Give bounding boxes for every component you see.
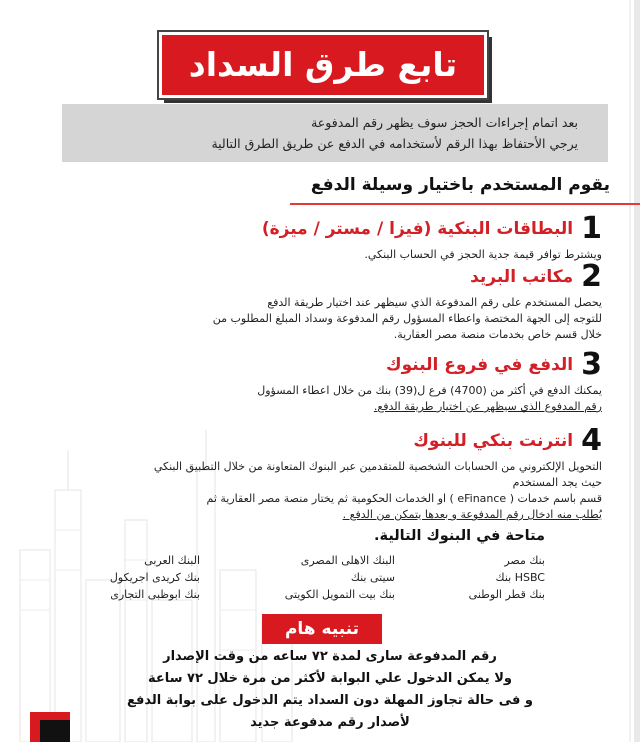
section-number: 4 [581, 423, 602, 458]
corner-decoration-dark [40, 720, 70, 742]
important-notice-badge: تنبيه هام [262, 614, 382, 644]
bank-name: HSBC بنك [495, 571, 545, 584]
banks-column [50, 552, 200, 603]
payment-method-internet-banking [32, 423, 602, 523]
bank-name: البنك العربى [144, 554, 200, 567]
bank-name: بنك قطر الوطنى [468, 588, 545, 601]
section-text: يُطلب منه ادخال رقم المدفوعة و بعدها يتمكن من الدفع . [342, 508, 602, 521]
section-title: مكاتب البريد [470, 267, 574, 287]
intro-line: يرجي الأحتفاظ بهذا الرقم لأستخدامه في الدفع عن طريق الطرق التالية [211, 136, 578, 151]
payment-method-cards [42, 211, 602, 263]
bank-name: بنك ابوظبى التجارى [110, 588, 200, 601]
section-number: 3 [581, 347, 602, 382]
banks-column [395, 552, 545, 603]
section-text: حيث يجد المستخدم [512, 476, 602, 489]
section-title: انترنت بنكي للبنوك [413, 431, 574, 451]
side-stripe [634, 0, 640, 742]
section-text: ويشترط توافر قيمة جدية الحجز في الحساب البنكي. [364, 248, 602, 261]
notice-line: لأصدار رقم مدفوعة جديد [250, 715, 410, 730]
section-text: يحصل المستخدم على رقم المدفوعة الذي سيظهر عند اختيار طريقة الدفع [267, 296, 602, 309]
section-text: رقم المدفوع الذي سيظهر عن اختيار طريقة الدفع. [373, 400, 602, 413]
payment-method-post-offices [42, 259, 602, 343]
section-text: للتوجه إلى الجهة المختصة واعطاء المسؤول رقم المدفوعة وسداد المبلغ المطلوب من [212, 312, 602, 325]
page-title: تابع طرق السداد [159, 32, 487, 98]
bank-name: سيتى بنك [350, 571, 395, 584]
side-stripe-thin [629, 0, 631, 742]
important-notice-text [100, 646, 560, 734]
bank-name: البنك الاهلى المصرى [300, 554, 395, 567]
notice-line: ولا يمكن الدخول علي البوابة لأكثر من مرة خلال ٧٢ ساعة [148, 671, 512, 686]
notice-line: و فى حالة تجاوز المهلة دون السداد يتم الدخول على بوابة الدفع [127, 693, 533, 708]
banks-column [245, 552, 395, 603]
section-title: الدفع في فروع البنوك [386, 355, 574, 375]
intro-line: بعد اتمام إجراءات الحجز سوف يظهر رقم المدفوعة [311, 115, 578, 130]
intro-note [62, 104, 608, 162]
section-text: يمكنك الدفع في أكثر من (4700) فرع ل(39) بنك من خلال اعطاء المسؤول [257, 384, 602, 397]
bank-name: بنك كريدى اجريكول [109, 571, 200, 584]
section-number: 1 [581, 211, 602, 246]
bank-name: بنك مصر [504, 554, 545, 567]
section-number: 2 [581, 259, 602, 294]
section-text: خلال قسم خاص بخدمات منصة مصر العقارية. [393, 328, 602, 341]
section-text: قسم باسم خدمات ( eFinance ) او الخدمات الحكومية ثم يختار منصة مصر العقارية ثم [206, 492, 602, 505]
banks-heading: متاحة في البنوك التالية. [374, 528, 545, 544]
notice-line: رقم المدفوعة سارى لمدة ٧٢ ساعه من وقت الإصدار [163, 649, 497, 664]
payment-method-bank-branches [42, 347, 602, 415]
section-subheading: يقوم المستخدم باختيار وسيلة الدفع [310, 175, 610, 195]
bank-name: بنك بيت التمويل الكويتى [284, 588, 395, 601]
section-title: البطاقات البنكية (فيزا / مستر / ميزة) [261, 219, 574, 239]
subheading-divider [290, 203, 640, 205]
section-text: التحويل الإلكتروني من الحسابات الشخصية للمتقدمين عبر البنوك المتعاونة من خلال التطبيق البنكي [153, 460, 602, 473]
